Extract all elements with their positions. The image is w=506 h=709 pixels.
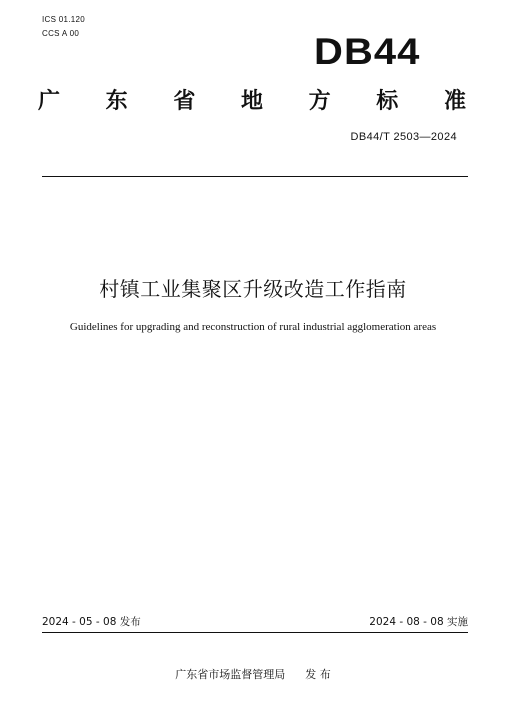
ics-code: ICS 01.120	[42, 15, 86, 24]
db-logo: DB44	[314, 31, 421, 72]
footer-divider	[42, 632, 468, 633]
ccs-code: CCS A 00	[42, 29, 80, 38]
category-char: 方	[308, 89, 331, 114]
issue-date: 2024 - 05 - 08 发布	[42, 616, 141, 628]
publisher-name: 广东省市场监督管理局	[175, 668, 286, 681]
category-char: 东	[105, 89, 128, 114]
standard-number: DB44/T 2503—2024	[350, 131, 457, 143]
category-char: 广	[38, 89, 61, 114]
category-char: 省	[173, 89, 196, 114]
document-title-english: Guidelines for upgrading and reconstruction of rural industrial agglomeration areas	[69, 321, 437, 333]
document-title-chinese: 村镇工业集聚区升级改造工作指南	[99, 277, 407, 301]
effective-date: 2024 - 08 - 08 实施	[369, 616, 468, 628]
publisher-line	[0, 666, 506, 682]
category-char: 地	[240, 89, 263, 114]
category-char: 标	[376, 89, 399, 114]
header-divider	[42, 176, 468, 177]
category-char: 准	[443, 89, 466, 114]
publish-action: 发 布	[305, 668, 331, 681]
classification-codes	[42, 13, 85, 41]
standard-category	[38, 88, 466, 116]
